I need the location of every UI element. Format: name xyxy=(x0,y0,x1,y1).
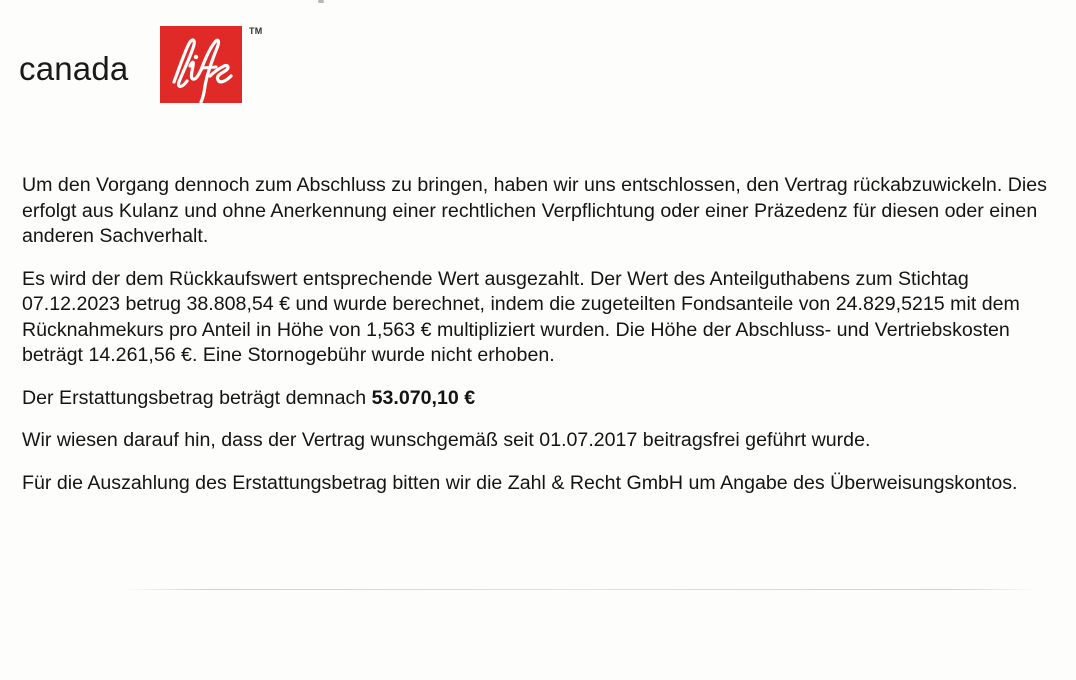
scan-artifact xyxy=(318,0,324,3)
scan-artifact-line xyxy=(120,589,1040,590)
logo-red-box xyxy=(160,26,242,103)
erstattungsbetrag-text: Der Erstattungsbetrag beträgt demnach xyxy=(22,386,372,409)
life-script-icon xyxy=(160,26,242,103)
paragraph-erstattungsbetrag xyxy=(22,386,1067,412)
letter-body xyxy=(22,173,1067,496)
trademark-mark: TM xyxy=(249,26,263,36)
erstattungsbetrag-amount: 53.070,10 € xyxy=(371,386,476,409)
paragraph-auszahlung: Für die Auszahlung des Erstattungsbetrag bitten wir die Zahl & Recht GmbH um Angabe des Überweisungskontos. xyxy=(22,471,1018,494)
canada-life-logo xyxy=(19,26,279,106)
paragraph-rueckkaufswert: Es wird der dem Rückkaufswert entsprechende Wert ausgezahlt. Der Wert des Anteilguthabens zum Stichtag 07.12.2023 betrug 38.808,54 € und wurde berechnet, indem die zugeteilten Fondsanteile von 24.829,5215 mit dem Rücknahmekurs pro Anteil in Höhe von 1,563 € multipliziert wurden. Die Höhe der Abschluss- und Vertriebskosten beträgt 14.261,56 €. Eine Stornogebühr wurde nicht erhoben. xyxy=(22,267,1020,366)
paragraph-beitragsfrei: Wir wiesen darauf hin, dass der Vertrag wunschgemäß seit 01.07.2017 beitragsfrei geführt wurde. xyxy=(22,429,871,451)
logo-wordmark: canada xyxy=(19,50,129,87)
paragraph-rueckabwicklung: Um den Vorgang dennoch zum Abschluss zu bringen, haben wir uns entschlossen, den Vertrag rückabzuwickeln. Dies erfolgt aus Kulanz und ohne Anerkennung einer rechtlichen Verpflichtung oder einer Präzedenz für diesen oder einen anderen Sachverhalt. xyxy=(22,174,1047,247)
